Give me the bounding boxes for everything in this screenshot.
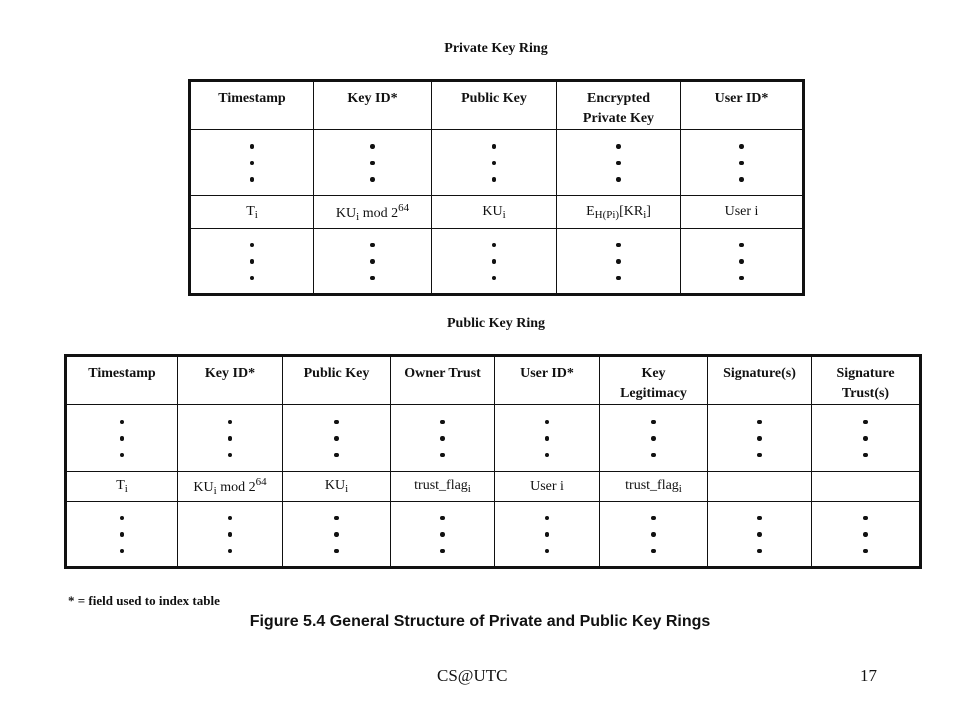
cell-public-key: $KU_i$ [432, 196, 557, 229]
ellipsis-row [66, 405, 921, 472]
cell-signature-trust [812, 472, 921, 502]
dot [492, 276, 497, 281]
dot [651, 453, 656, 458]
dot [739, 243, 744, 248]
dot [120, 516, 125, 521]
header-public-key: Public Key [283, 356, 391, 405]
vertical-ellipsis-icon [334, 510, 339, 560]
dot [334, 532, 339, 537]
dot [616, 259, 621, 264]
header-user-id: User ID* [495, 356, 600, 405]
ellipsis-cell [178, 405, 283, 472]
dot [616, 177, 621, 182]
dot [228, 420, 233, 425]
vertical-ellipsis-icon [545, 510, 550, 560]
ellipsis-cell [432, 229, 557, 295]
dot [440, 532, 445, 537]
cell-user-id: User i [495, 472, 600, 502]
vertical-ellipsis-icon [757, 414, 762, 464]
table-header-row [190, 81, 804, 130]
vertical-ellipsis-icon [334, 414, 339, 464]
dot [250, 177, 255, 182]
ellipsis-cell [391, 405, 495, 472]
dot [250, 259, 255, 264]
dot [120, 420, 125, 425]
dot [440, 549, 445, 554]
dot [334, 549, 339, 554]
header-timestamp: Timestamp [190, 81, 314, 130]
vertical-ellipsis-icon [757, 510, 762, 560]
dot [228, 436, 233, 441]
dot [651, 420, 656, 425]
vertical-ellipsis-icon [120, 414, 125, 464]
ellipsis-cell [708, 502, 812, 568]
cell-public-key: $KU_i$ [283, 472, 391, 502]
dot [863, 549, 868, 554]
private-key-ring-table [188, 79, 805, 296]
ellipsis-cell [190, 130, 314, 196]
dot [120, 436, 125, 441]
dot [334, 453, 339, 458]
dot [545, 549, 550, 554]
dot [757, 549, 762, 554]
header-user-id: User ID* [681, 81, 804, 130]
header-key-id: Key ID* [178, 356, 283, 405]
vertical-ellipsis-icon [228, 414, 233, 464]
dot [228, 453, 233, 458]
dot [370, 144, 375, 149]
ellipsis-cell [314, 229, 432, 295]
ellipsis-cell [600, 502, 708, 568]
dot [545, 420, 550, 425]
ellipsis-cell [283, 405, 391, 472]
table-row [190, 196, 804, 229]
dot [492, 259, 497, 264]
dot [440, 453, 445, 458]
dot [651, 549, 656, 554]
dot [228, 532, 233, 537]
dot [492, 177, 497, 182]
ellipsis-cell [812, 502, 921, 568]
vertical-ellipsis-icon [651, 510, 656, 560]
ellipsis-row [66, 502, 921, 568]
dot [545, 516, 550, 521]
header-signature-trust: Signature Trust(s) [812, 356, 921, 405]
vertical-ellipsis-icon [370, 138, 375, 188]
ellipsis-cell [681, 229, 804, 295]
dot [250, 243, 255, 248]
ellipsis-cell [495, 405, 600, 472]
vertical-ellipsis-icon [250, 138, 255, 188]
cell-owner-trust: trust_flag$_i$ [391, 472, 495, 502]
ellipsis-cell [283, 502, 391, 568]
vertical-ellipsis-icon [863, 414, 868, 464]
table-header-row [66, 356, 921, 405]
cell-encrypted-private-key: $E_{H(Pi)}[KR_i]$ [557, 196, 681, 229]
dot [757, 532, 762, 537]
ellipsis-cell [314, 130, 432, 196]
ellipsis-row [190, 130, 804, 196]
dot [616, 276, 621, 281]
dot [492, 243, 497, 248]
public-key-ring-table [64, 354, 922, 569]
dot [739, 259, 744, 264]
vertical-ellipsis-icon [616, 138, 621, 188]
dot [863, 532, 868, 537]
vertical-ellipsis-icon [492, 138, 497, 188]
dot [370, 276, 375, 281]
dot [616, 144, 621, 149]
cell-timestamp: $T_i$ [66, 472, 178, 502]
dot [739, 144, 744, 149]
ellipsis-cell [66, 502, 178, 568]
vertical-ellipsis-icon [440, 510, 445, 560]
dot [863, 420, 868, 425]
dot [651, 532, 656, 537]
dot [863, 516, 868, 521]
header-signatures: Signature(s) [708, 356, 812, 405]
cell-key-id: $KU_i$ mod $2^{64}$ [178, 472, 283, 502]
dot [757, 516, 762, 521]
vertical-ellipsis-icon [739, 237, 744, 287]
cell-signatures [708, 472, 812, 502]
header-owner-trust: Owner Trust [391, 356, 495, 405]
vertical-ellipsis-icon [370, 237, 375, 287]
dot [739, 161, 744, 166]
cell-key-legitimacy: trust_flag$_i$ [600, 472, 708, 502]
figure-caption: Figure 5.4 General Structure of Private and Public Key Rings [249, 613, 711, 630]
footnote: * = field used to index table [68, 593, 220, 608]
dot [545, 532, 550, 537]
dot [492, 161, 497, 166]
dot [250, 161, 255, 166]
dot [370, 177, 375, 182]
dot [440, 516, 445, 521]
ellipsis-cell [557, 130, 681, 196]
dot [739, 177, 744, 182]
dot [440, 436, 445, 441]
dot [757, 436, 762, 441]
dot [250, 276, 255, 281]
dot [739, 276, 744, 281]
cell-key-id: $KU_i$ mod $2^{64}$ [314, 196, 432, 229]
dot [545, 453, 550, 458]
vertical-ellipsis-icon [120, 510, 125, 560]
ellipsis-row [190, 229, 804, 295]
vertical-ellipsis-icon [440, 414, 445, 464]
dot [440, 420, 445, 425]
vertical-ellipsis-icon [492, 237, 497, 287]
dot [120, 549, 125, 554]
table-row [66, 472, 921, 502]
dot [334, 516, 339, 521]
cell-user-id: User i [681, 196, 804, 229]
ellipsis-cell [190, 229, 314, 295]
vertical-ellipsis-icon [545, 414, 550, 464]
header-encrypted-private-key: Encrypted Private Key [557, 81, 681, 130]
dot [228, 516, 233, 521]
dot [370, 161, 375, 166]
header-key-id: Key ID* [314, 81, 432, 130]
dot [545, 436, 550, 441]
header-public-key: Public Key [432, 81, 557, 130]
vertical-ellipsis-icon [651, 414, 656, 464]
dot [334, 420, 339, 425]
ellipsis-cell [557, 229, 681, 295]
ellipsis-cell [812, 405, 921, 472]
ellipsis-cell [178, 502, 283, 568]
ellipsis-cell [708, 405, 812, 472]
dot [651, 516, 656, 521]
vertical-ellipsis-icon [250, 237, 255, 287]
dot [120, 532, 125, 537]
dot [370, 259, 375, 264]
footer-label: CS@UTC [437, 666, 508, 685]
vertical-ellipsis-icon [739, 138, 744, 188]
dot [492, 144, 497, 149]
ellipsis-cell [66, 405, 178, 472]
dot [616, 243, 621, 248]
cell-timestamp: $T_i$ [190, 196, 314, 229]
ellipsis-cell [600, 405, 708, 472]
header-timestamp: Timestamp [66, 356, 178, 405]
public-key-ring-title: Public Key Ring [446, 316, 545, 331]
ellipsis-cell [495, 502, 600, 568]
dot [370, 243, 375, 248]
ellipsis-cell [391, 502, 495, 568]
dot [757, 420, 762, 425]
dot [228, 549, 233, 554]
dot [616, 161, 621, 166]
vertical-ellipsis-icon [228, 510, 233, 560]
dot [651, 436, 656, 441]
ellipsis-cell [432, 130, 557, 196]
dot [250, 144, 255, 149]
dot [120, 453, 125, 458]
page-number: 17 [860, 666, 877, 685]
vertical-ellipsis-icon [863, 510, 868, 560]
dot [334, 436, 339, 441]
dot [757, 453, 762, 458]
vertical-ellipsis-icon [616, 237, 621, 287]
dot [863, 436, 868, 441]
dot [863, 453, 868, 458]
private-key-ring-title: Private Key Ring [444, 41, 548, 56]
ellipsis-cell [681, 130, 804, 196]
header-key-legitimacy: Key Legitimacy [600, 356, 708, 405]
